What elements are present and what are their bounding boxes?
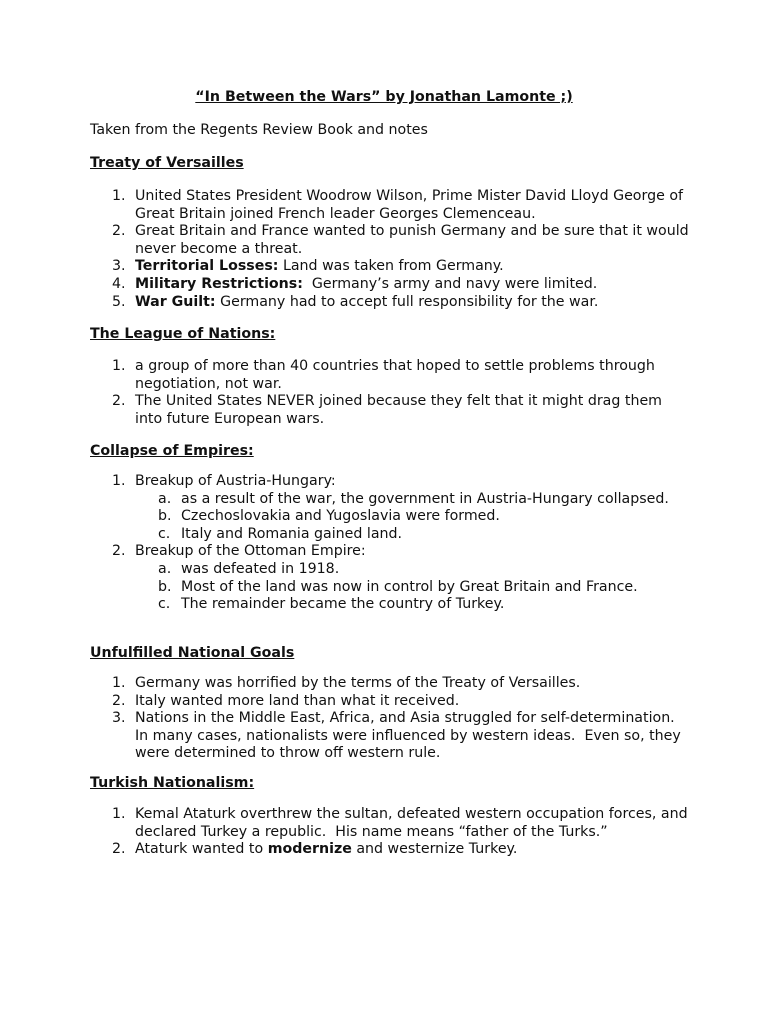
- list-text: Land was taken from Germany.: [278, 258, 504, 275]
- section-heading-goals: Unfulfilled National Goals: [90, 645, 295, 661]
- sub-list: [135, 491, 690, 544]
- list-item: [90, 393, 690, 428]
- sub-list-item: [135, 561, 690, 579]
- goals-list: [90, 675, 690, 763]
- list-text: Great Britain and France wanted to punish Germany and be sure that it would never become a threat.: [135, 223, 689, 257]
- sub-list-text: Most of the land was now in control by Great Britain and France.: [181, 578, 638, 595]
- list-number: 5.: [112, 293, 126, 310]
- turkish-list: [90, 806, 693, 859]
- list-item: [90, 223, 690, 258]
- list-item: [90, 294, 690, 312]
- list-item: [90, 188, 690, 223]
- list-text: a group of more than 40 countries that hoped to settle problems through negotiation, not war.: [135, 358, 655, 392]
- section-heading-turkish: Turkish Nationalism:: [90, 775, 255, 791]
- list-number: 1.: [112, 473, 126, 489]
- sub-list-text: The remainder became the country of Turkey.: [181, 596, 505, 613]
- list-number: 2.: [112, 393, 126, 410]
- list-text: United States President Woodrow Wilson, Prime Mister David Lloyd George of Great Britain joined French leader Georges Clemenceau.: [135, 188, 683, 222]
- list-number: 4.: [112, 275, 126, 292]
- list-text: Germany had to accept full responsibility for the war.: [215, 293, 599, 310]
- sub-list-item: [135, 596, 690, 614]
- list-number: 2.: [112, 223, 126, 240]
- sub-list-letter: c.: [158, 596, 171, 613]
- list-bold-term: modernize: [267, 841, 352, 858]
- sub-list-item: [135, 508, 690, 526]
- list-text: Germany’s army and navy were limited.: [302, 275, 598, 292]
- list-text: Breakup of the Ottoman Empire:: [135, 543, 366, 560]
- list-text: Ataturk wanted to: [135, 841, 268, 858]
- sub-list-letter: a.: [158, 560, 172, 577]
- list-item: [90, 710, 690, 763]
- list-item: [90, 806, 693, 841]
- list-bold-term: Military Restrictions:: [135, 275, 303, 292]
- list-text: Breakup of Austria-Hungary:: [135, 473, 336, 489]
- sub-list-letter: c.: [158, 525, 171, 542]
- sub-list-text: as a result of the war, the government in Austria-Hungary collapsed.: [181, 490, 669, 507]
- list-text: Germany was horrified by the terms of the Treaty of Versailles.: [135, 675, 581, 691]
- sub-list-letter: a.: [158, 490, 172, 507]
- league-list: [90, 358, 690, 428]
- section-heading-empires: Collapse of Empires:: [90, 443, 254, 459]
- list-item: [90, 693, 690, 711]
- sub-list-item: [135, 526, 690, 544]
- list-text: Kemal Ataturk overthrew the sultan, defeated western occupation forces, and declared Turkey a republic. His name means “father of the Turks.”: [135, 806, 693, 840]
- sub-list-letter: b.: [158, 508, 172, 525]
- intro-text: Taken from the Regents Review Book and notes: [90, 122, 428, 138]
- sub-list: [135, 561, 690, 614]
- sub-list-letter: b.: [158, 578, 172, 595]
- list-bold-term: Territorial Losses:: [135, 258, 279, 275]
- list-number: 3.: [112, 710, 126, 727]
- list-item: [90, 358, 690, 393]
- sub-list-text: was defeated in 1918.: [181, 560, 340, 577]
- list-item: [90, 841, 690, 859]
- list-text: and westernize Turkey.: [351, 841, 518, 858]
- list-number: 2.: [112, 841, 126, 858]
- list-number: 2.: [112, 543, 126, 560]
- sub-list-text: Czechoslovakia and Yugoslavia were formed.: [181, 508, 500, 525]
- section-heading-treaty: Treaty of Versailles: [90, 155, 244, 171]
- sub-list-item: [135, 491, 690, 509]
- list-text: The United States NEVER joined because they felt that it might drag them into future European wars.: [135, 393, 662, 427]
- list-text: Italy wanted more land than what it received.: [135, 692, 460, 709]
- list-bold-term: War Guilt:: [135, 293, 216, 310]
- list-item: [90, 276, 690, 294]
- list-number: 1.: [112, 188, 126, 204]
- list-number: 2.: [112, 692, 126, 709]
- list-item: [90, 258, 690, 276]
- sub-list-item: [135, 579, 690, 597]
- list-number: 3.: [112, 258, 126, 275]
- page-title: “In Between the Wars” by Jonathan Lamonte ;): [195, 89, 573, 105]
- list-number: 1.: [112, 806, 126, 822]
- list-item: [90, 473, 690, 543]
- list-item: [90, 543, 690, 613]
- list-item: [90, 675, 690, 693]
- list-number: 1.: [112, 675, 126, 691]
- list-number: 1.: [112, 358, 126, 374]
- section-heading-league: The League of Nations:: [90, 326, 276, 342]
- sub-list-text: Italy and Romania gained land.: [181, 525, 403, 542]
- list-text: Nations in the Middle East, Africa, and Asia struggled for self-determination. In many cases, nationalists were influenced by western ideas. Even so, they were determined to throw off western rule.: [135, 710, 686, 762]
- treaty-list: [90, 188, 690, 311]
- empires-list: [90, 473, 690, 614]
